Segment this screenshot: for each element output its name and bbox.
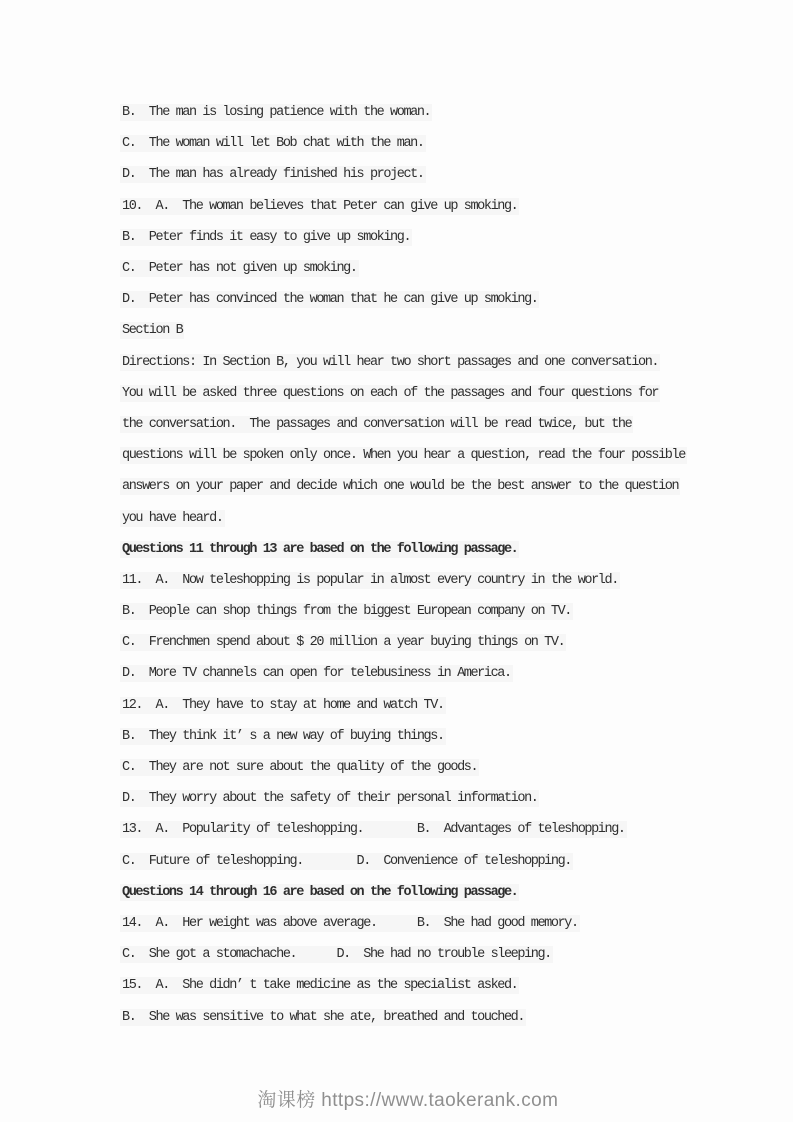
answer-option-line: [120, 253, 753, 284]
question-line: [120, 565, 753, 596]
answer-option-text: B. They think it’ s a new way of buying things.: [122, 728, 444, 744]
answer-option-line: [120, 939, 753, 970]
answer-option-line: [120, 783, 753, 814]
answer-option-line: [120, 627, 753, 658]
question-text: 12. A. They have to stay at home and watch TV.: [122, 697, 444, 713]
answer-option-line: [120, 846, 753, 877]
question-text: 11. A. Now teleshopping is popular in almost every country in the world.: [122, 572, 618, 588]
answer-option-text: D. They worry about the safety of their personal information.: [122, 791, 538, 807]
answer-option-text: B. Peter finds it easy to give up smoking.: [122, 229, 411, 245]
directions-text: You will be asked three questions on each of the passages and four questions for: [122, 385, 659, 401]
answer-option-text: C. The woman will let Bob chat with the man.: [122, 136, 424, 152]
directions-text: the conversation. The passages and conversation will be read twice, but the: [122, 416, 632, 432]
question-line: [120, 970, 753, 1001]
answer-option-line: [120, 284, 753, 315]
answer-option-text: D. The man has already finished his project.: [122, 167, 424, 183]
question-line: [120, 690, 753, 721]
answer-option-text: C. Peter has not given up smoking.: [122, 261, 357, 277]
question-line: [120, 814, 753, 845]
question-text: 15. A. She didn’ t take medicine as the specialist asked.: [122, 978, 518, 994]
section-heading-text: Section B: [122, 323, 183, 339]
question-text: 13. A. Popularity of teleshopping. B. Advantages of teleshopping.: [122, 822, 625, 838]
directions-line: [120, 378, 753, 409]
answer-option-text: B. The man is losing patience with the woman.: [122, 105, 431, 121]
passage-heading-text: Questions 11 through 13 are based on the following passage.: [122, 541, 518, 557]
answer-option-text: B. People can shop things from the biggest European company on TV.: [122, 604, 571, 620]
passage-heading-text: Questions 14 through 16 are based on the following passage.: [122, 884, 518, 900]
answer-option-line: [120, 222, 753, 253]
passage-heading: [120, 877, 753, 908]
directions-line: [120, 440, 753, 471]
answer-option-line: [120, 752, 753, 783]
answer-option-line: [120, 596, 753, 627]
question-text: 10. A. The woman believes that Peter can give up smoking.: [122, 198, 518, 214]
answer-option-line: [120, 658, 753, 689]
question-line: [120, 908, 753, 939]
directions-text: questions will be spoken only once. When you hear a question, read the four possible: [122, 448, 685, 464]
directions-line: [120, 347, 753, 378]
question-line: [120, 191, 753, 222]
answer-option-text: C. They are not sure about the quality of the goods.: [122, 760, 478, 776]
section-heading: [120, 315, 753, 346]
answer-option-text: D. Peter has convinced the woman that he can give up smoking.: [122, 292, 538, 308]
answer-option-line: [120, 97, 753, 128]
watermark-footer: [0, 1063, 793, 1122]
answer-option-line: [120, 128, 753, 159]
exam-document-content: [120, 97, 753, 1033]
answer-option-line: [120, 721, 753, 752]
directions-line: [120, 502, 753, 533]
answer-option-text: D. More TV channels can open for telebusiness in America.: [122, 666, 511, 682]
answer-option-text: C. She got a stomachache. D. She had no trouble sleeping.: [122, 947, 551, 963]
question-text: 14. A. Her weight was above average. B. She had good memory.: [122, 915, 578, 931]
directions-text: you have heard.: [122, 510, 223, 526]
watermark-text: 淘课榜 https://www.taokerank.com: [257, 1090, 559, 1111]
directions-text: answers on your paper and decide which one would be the best answer to the question: [122, 479, 679, 495]
directions-text: Directions: In Section B, you will hear two short passages and one conversation.: [122, 354, 659, 370]
answer-option-text: C. Frenchmen spend about $ 20 million a year buying things on TV.: [122, 635, 565, 651]
answer-option-line: [120, 1001, 753, 1032]
passage-heading: [120, 534, 753, 565]
answer-option-text: C. Future of teleshopping. D. Convenience of teleshopping.: [122, 853, 571, 869]
answer-option-line: [120, 159, 753, 190]
directions-line: [120, 409, 753, 440]
answer-option-text: B. She was sensitive to what she ate, breathed and touched.: [122, 1009, 525, 1025]
directions-line: [120, 471, 753, 502]
